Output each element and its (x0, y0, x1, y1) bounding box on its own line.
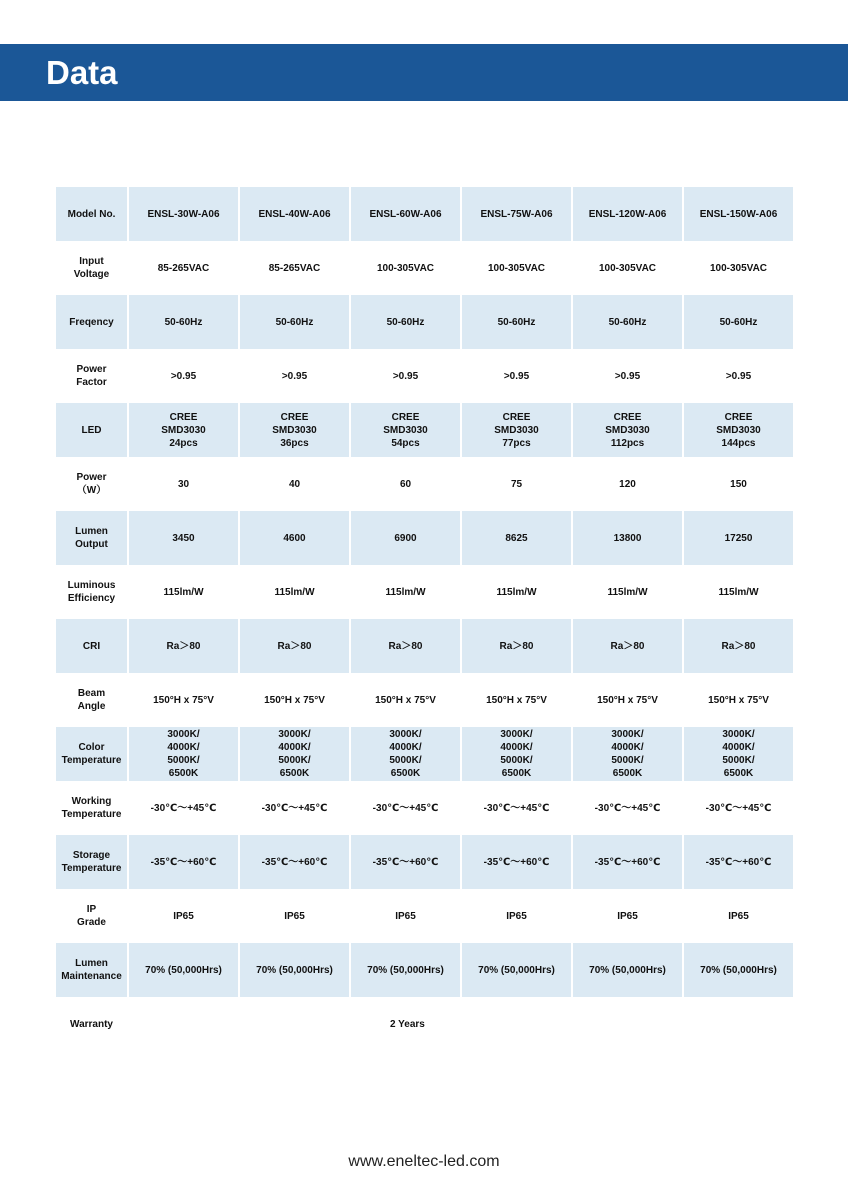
row-label: CRI (56, 619, 128, 673)
row-label: LED (56, 403, 128, 457)
table-cell: -30℃～+45℃ (128, 781, 239, 835)
table-cell: IP65 (350, 889, 461, 943)
table-cell: IP65 (239, 889, 350, 943)
table-cell: CREE SMD3030 112pcs (572, 403, 683, 457)
table-row (56, 781, 793, 835)
table-cell: 115lm/W (350, 565, 461, 619)
table-cell: Ra＞80 (239, 619, 350, 673)
header-band (0, 44, 848, 101)
table-cell: >0.95 (461, 349, 572, 403)
table-cell: 70% (50,000Hrs) (350, 943, 461, 997)
table-cell: >0.95 (683, 349, 793, 403)
table-cell: 150°H x 75°V (239, 673, 350, 727)
table-cell: 8625 (461, 511, 572, 565)
table-row (56, 943, 793, 997)
table-cell: >0.95 (572, 349, 683, 403)
table-cell: 100-305VAC (461, 241, 572, 295)
table-cell: 40 (239, 457, 350, 511)
table-cell: -35℃～+60℃ (461, 835, 572, 889)
table-cell: 150°H x 75°V (461, 673, 572, 727)
table-cell: ENSL-40W-A06 (239, 187, 350, 241)
table-cell: 3000K/ 4000K/ 5000K/ 6500K (683, 727, 793, 781)
table-cell: 115lm/W (683, 565, 793, 619)
table-cell: 70% (50,000Hrs) (239, 943, 350, 997)
table-cell: Ra＞80 (461, 619, 572, 673)
table-cell: -35℃～+60℃ (572, 835, 683, 889)
table-cell: 100-305VAC (572, 241, 683, 295)
table-cell: Ra＞80 (683, 619, 793, 673)
table-cell: 85-265VAC (239, 241, 350, 295)
table-cell: >0.95 (239, 349, 350, 403)
table-cell: -35℃～+60℃ (350, 835, 461, 889)
table-cell: 115lm/W (239, 565, 350, 619)
table-cell: Ra＞80 (128, 619, 239, 673)
table-cell: 150°H x 75°V (350, 673, 461, 727)
table-cell: 60 (350, 457, 461, 511)
table-row (56, 619, 793, 673)
spec-table (56, 187, 793, 1051)
table-row (56, 835, 793, 889)
table-cell: 3450 (128, 511, 239, 565)
table-cell: IP65 (128, 889, 239, 943)
table-cell: >0.95 (128, 349, 239, 403)
table-cell: 150°H x 75°V (128, 673, 239, 727)
table-cell: 50-60Hz (128, 295, 239, 349)
warranty-value: 2 Years (128, 997, 793, 1051)
table-cell: IP65 (572, 889, 683, 943)
table-cell: -35℃～+60℃ (128, 835, 239, 889)
table-cell: 3000K/ 4000K/ 5000K/ 6500K (239, 727, 350, 781)
table-row (56, 727, 793, 781)
table-row (56, 889, 793, 943)
table-row (56, 673, 793, 727)
table-row (56, 565, 793, 619)
page-title: Data (46, 54, 118, 91)
table-cell: -30℃～+45℃ (239, 781, 350, 835)
table-cell: Ra＞80 (350, 619, 461, 673)
table-cell: -30℃～+45℃ (683, 781, 793, 835)
table-cell: Ra＞80 (572, 619, 683, 673)
table-cell: 50-60Hz (461, 295, 572, 349)
table-row (56, 241, 793, 295)
table-row (56, 457, 793, 511)
table-cell: CREE SMD3030 36pcs (239, 403, 350, 457)
table-cell: CREE SMD3030 77pcs (461, 403, 572, 457)
warranty-label: Warranty (56, 997, 128, 1051)
table-cell: -35℃～+60℃ (683, 835, 793, 889)
row-label: Freqency (56, 295, 128, 349)
table-cell: 17250 (683, 511, 793, 565)
table-cell: -30℃～+45℃ (350, 781, 461, 835)
row-label: Luminous Efficiency (56, 565, 128, 619)
table-cell: 50-60Hz (683, 295, 793, 349)
table-cell: 50-60Hz (350, 295, 461, 349)
table-cell: 150°H x 75°V (683, 673, 793, 727)
table-cell: 115lm/W (461, 565, 572, 619)
table-row (56, 349, 793, 403)
table-cell: IP65 (461, 889, 572, 943)
table-row (56, 403, 793, 457)
spec-table-body (56, 187, 793, 1051)
table-cell: 50-60Hz (239, 295, 350, 349)
table-cell: -35℃～+60℃ (239, 835, 350, 889)
row-label: Working Temperature (56, 781, 128, 835)
table-cell: 3000K/ 4000K/ 5000K/ 6500K (350, 727, 461, 781)
table-cell: 100-305VAC (350, 241, 461, 295)
table-row (56, 187, 793, 241)
table-cell: CREE SMD3030 24pcs (128, 403, 239, 457)
table-cell: >0.95 (350, 349, 461, 403)
table-cell: -30℃～+45℃ (461, 781, 572, 835)
table-cell: 50-60Hz (572, 295, 683, 349)
table-row (56, 295, 793, 349)
table-cell: CREE SMD3030 54pcs (350, 403, 461, 457)
table-cell: 100-305VAC (683, 241, 793, 295)
row-label: Input Voltage (56, 241, 128, 295)
table-cell: -30℃～+45℃ (572, 781, 683, 835)
table-cell: 3000K/ 4000K/ 5000K/ 6500K (461, 727, 572, 781)
table-cell: 150°H x 75°V (572, 673, 683, 727)
table-cell: 70% (50,000Hrs) (128, 943, 239, 997)
warranty-row (56, 997, 793, 1051)
table-cell: 3000K/ 4000K/ 5000K/ 6500K (572, 727, 683, 781)
row-label: Model No. (56, 187, 128, 241)
table-cell: 30 (128, 457, 239, 511)
table-cell: ENSL-150W-A06 (683, 187, 793, 241)
table-cell: ENSL-30W-A06 (128, 187, 239, 241)
table-cell: CREE SMD3030 144pcs (683, 403, 793, 457)
table-cell: 13800 (572, 511, 683, 565)
table-cell: 120 (572, 457, 683, 511)
row-label: IP Grade (56, 889, 128, 943)
row-label: Storage Temperature (56, 835, 128, 889)
footer-url: www.eneltec-led.com (348, 1153, 500, 1170)
table-cell: IP65 (683, 889, 793, 943)
table-cell: 115lm/W (128, 565, 239, 619)
table-cell: 150 (683, 457, 793, 511)
table-cell: 70% (50,000Hrs) (683, 943, 793, 997)
row-label: Lumen Output (56, 511, 128, 565)
table-row (56, 511, 793, 565)
table-cell: 75 (461, 457, 572, 511)
row-label: Beam Angle (56, 673, 128, 727)
row-label: Power （W） (56, 457, 128, 511)
table-cell: 70% (50,000Hrs) (572, 943, 683, 997)
table-cell: ENSL-60W-A06 (350, 187, 461, 241)
row-label: Color Temperature (56, 727, 128, 781)
table-cell: ENSL-75W-A06 (461, 187, 572, 241)
table-cell: 115lm/W (572, 565, 683, 619)
row-label: Lumen Maintenance (56, 943, 128, 997)
table-cell: 85-265VAC (128, 241, 239, 295)
table-cell: 3000K/ 4000K/ 5000K/ 6500K (128, 727, 239, 781)
table-cell: 4600 (239, 511, 350, 565)
table-cell: 70% (50,000Hrs) (461, 943, 572, 997)
row-label: Power Factor (56, 349, 128, 403)
table-cell: ENSL-120W-A06 (572, 187, 683, 241)
table-cell: 6900 (350, 511, 461, 565)
